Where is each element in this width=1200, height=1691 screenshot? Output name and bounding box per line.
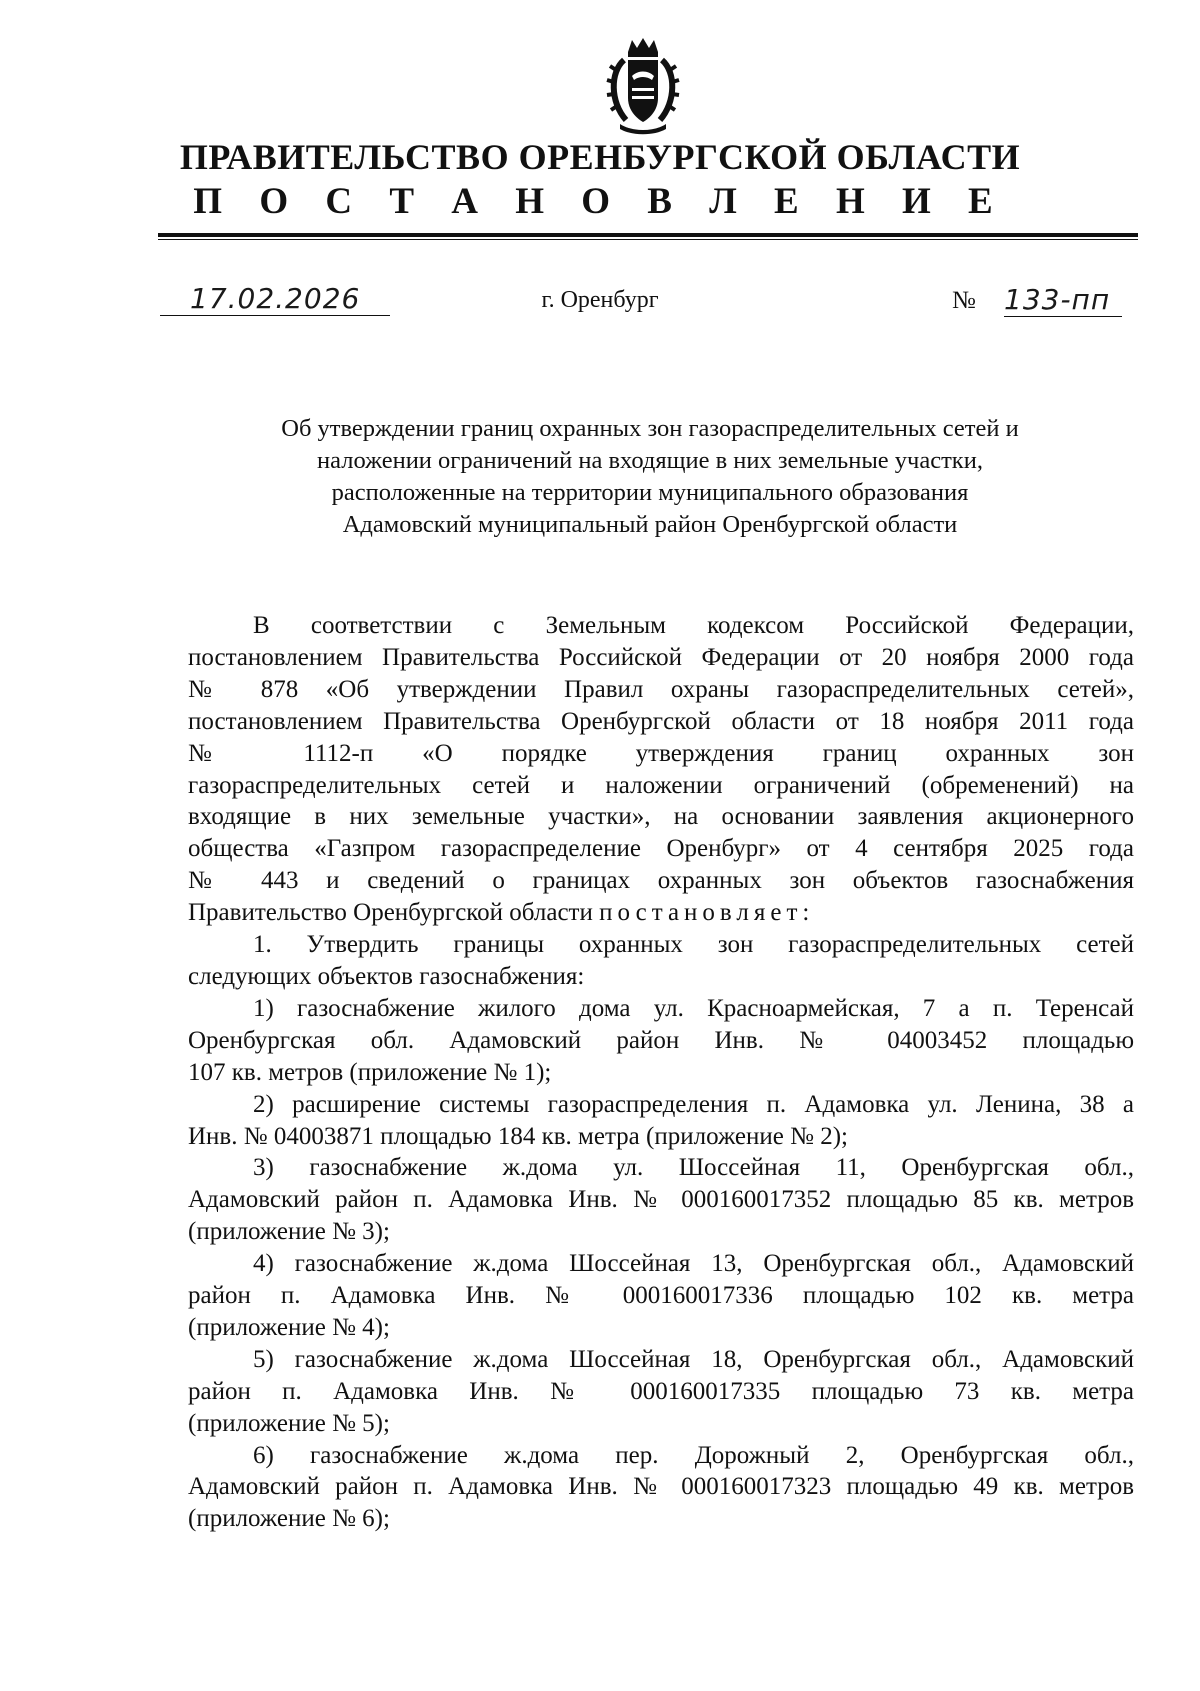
preamble-line: постановлением Правительства Оренбургской области от 18 ноября 2011 года — [188, 707, 1134, 735]
item-line: Адамовский район п. Адамовка Инв. № 000160017323 площадью 49 кв. метров — [188, 1473, 1134, 1501]
coat-of-arms-icon — [606, 36, 680, 136]
subject-line: расположенные на территории муниципального образования — [331, 479, 969, 506]
item-line: 107 кв. метров (приложение № 1); — [188, 1058, 552, 1086]
organization-title: ПРАВИТЕЛЬСТВО ОРЕНБУРГСКОЙ ОБЛАСТИ — [179, 137, 1021, 177]
preamble-line: общества «Газпром газораспределение Оренбург» от 4 сентября 2025 года — [188, 835, 1134, 863]
item-line: (приложение № 4); — [188, 1313, 390, 1341]
document-type-title: П О С Т А Н О В Л Е Н И Е — [193, 181, 1007, 222]
document-date: 17.02.2026 — [190, 282, 361, 315]
header-divider-thin — [158, 239, 1138, 240]
item-line: 5) газоснабжение ж.дома Шоссейная 18, Оренбургская обл., Адамовский — [253, 1345, 1134, 1373]
preamble-line: № 1112-п «О порядке утверждения границ охранных зон — [188, 739, 1134, 767]
item-line: 2) расширение системы газораспределения п. Адамовка ул. Ленина, 38 а — [253, 1090, 1134, 1118]
header-divider — [158, 233, 1138, 237]
item-line: Адамовский район п. Адамовка Инв. № 000160017352 площадью 85 кв. метров — [188, 1186, 1134, 1214]
item-line: район п. Адамовка Инв. № 000160017336 площадью 102 кв. метра — [188, 1282, 1134, 1310]
number-underline — [1004, 316, 1122, 317]
preamble-closing — [188, 897, 1134, 929]
subject-line: Об утверждении границ охранных зон газораспределительных сетей и — [281, 415, 1019, 442]
date-underline — [160, 315, 390, 316]
document-place: г. Оренбург — [541, 287, 659, 313]
decree-word: постановляет: — [599, 899, 815, 927]
item-line: район п. Адамовка Инв. № 000160017335 площадью 73 кв. метра — [188, 1377, 1134, 1405]
document-body — [188, 610, 1134, 1535]
item-line: Оренбургская обл. Адамовский район Инв. № 04003452 площадью — [188, 1026, 1134, 1054]
item-line: Инв. № 04003871 площадью 184 кв. метра (приложение № 2); — [188, 1122, 848, 1150]
preamble-line: В соответствии с Земельным кодексом Российской Федерации, — [253, 612, 1134, 639]
item-line: 1) газоснабжение жилого дома ул. Красноармейская, 7 а п. Теренсай — [253, 994, 1134, 1022]
item-line: 6) газоснабжение ж.дома пер. Дорожный 2, Оренбургская обл., — [253, 1441, 1134, 1469]
preamble-line: входящие в них земельные участки», на основании заявления акционерного — [188, 803, 1134, 831]
preamble-line: № 443 и сведений о границах охранных зон объектов газоснабжения — [188, 867, 1134, 895]
preamble-line: № 878 «Об утверждении Правил охраны газораспределительных сетей», — [188, 675, 1134, 703]
subject-line: наложении ограничений на входящие в них земельные участки, — [317, 447, 983, 474]
clause-line: 1. Утвердить границы охранных зон газораспределительных сетей — [253, 931, 1134, 959]
item-line: (приложение № 6); — [188, 1505, 390, 1533]
document-number-field — [952, 283, 1142, 317]
item-line: (приложение № 3); — [188, 1218, 390, 1246]
preamble-line: постановлением Правительства Российской Федерации от 20 ноября 2000 года — [188, 643, 1134, 671]
document-number: 133-пп — [1004, 283, 1111, 316]
number-label: № — [952, 287, 976, 314]
clause-line: следующих объектов газоснабжения: — [188, 962, 585, 990]
item-line: (приложение № 5); — [188, 1409, 390, 1437]
preamble-line: газораспределительных сетей и наложении ограничений (обременений) на — [188, 771, 1134, 799]
item-line: 3) газоснабжение ж.дома ул. Шоссейная 11, Оренбургская обл., — [253, 1154, 1134, 1182]
item-line: 4) газоснабжение ж.дома Шоссейная 13, Оренбургская обл., Адамовский — [253, 1250, 1134, 1278]
subject-line: Адамовский муниципальный район Оренбургской области — [342, 511, 958, 538]
document-subject — [160, 413, 1140, 541]
preamble-end: Правительство Оренбургской области — [188, 899, 593, 927]
